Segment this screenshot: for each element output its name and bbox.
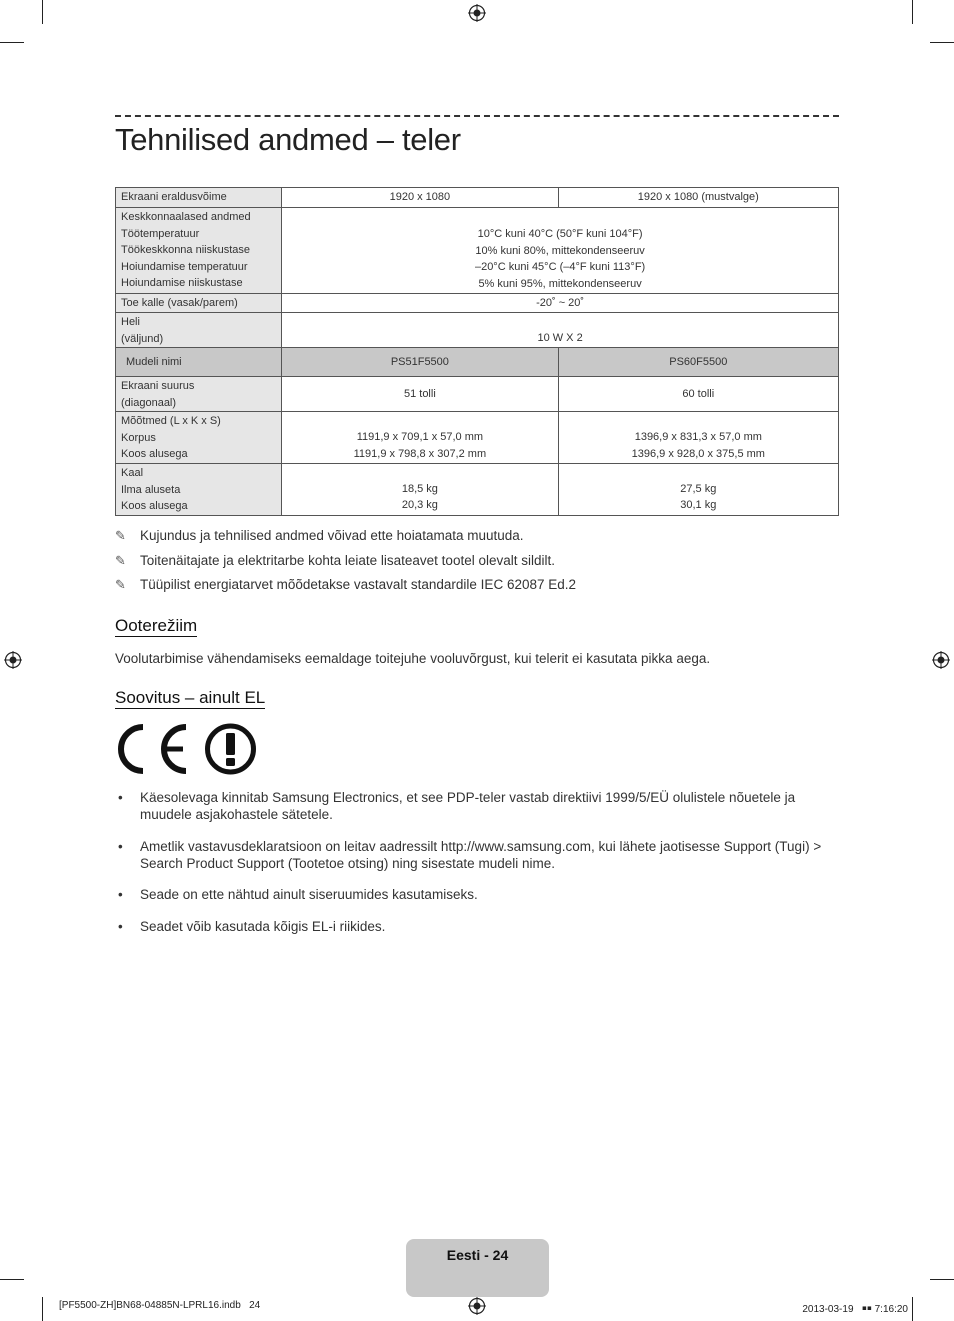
- spec-value: PS60F5500: [558, 348, 838, 377]
- notes-list: [115, 528, 576, 602]
- spec-value: 1191,9 x 709,1 x 57,0 mm 1191,9 x 798,8 x 307,2 mm: [282, 412, 558, 464]
- crop-mark: [0, 1279, 24, 1280]
- page-title: Tehnilised andmed – teler: [115, 122, 461, 157]
- table-row: [116, 208, 839, 294]
- spec-label: Heli (väljund): [116, 313, 282, 348]
- spec-value: 18,5 kg 20,3 kg: [282, 464, 558, 516]
- table-row: [116, 188, 839, 208]
- registration-mark-icon: [468, 1297, 486, 1315]
- note-item: ✎ Tüüpilist energiatarvet mõõdetakse vastavalt standardile IEC 62087 Ed.2: [115, 577, 577, 592]
- standby-text: Voolutarbimise vähendamiseks eemaldage toitejuhe vooluvõrgust, kui telerit ei kasutata pikka aega.: [115, 651, 711, 666]
- registration-mark-icon: [4, 651, 22, 669]
- crop-mark: [912, 1297, 913, 1321]
- table-row: [116, 464, 839, 516]
- table-row: [116, 377, 839, 412]
- spec-table: [115, 187, 839, 516]
- bullet-icon: •: [118, 919, 123, 934]
- spec-value: 1920 x 1080: [282, 188, 558, 208]
- note-item: ✎ Kujundus ja tehnilised andmed võivad ette hoiatamata muutuda.: [115, 528, 524, 543]
- spec-label: Keskkonnaalased andmed Töötemperatuur Töökeskkonna niiskustase Hoiundamise temperatuur Hoiundamise niiskustase: [116, 208, 282, 294]
- bullet-icon: •: [118, 887, 123, 902]
- crop-mark: [912, 0, 913, 24]
- page-number: Eesti - 24: [446, 1247, 509, 1263]
- table-row: [116, 294, 839, 313]
- registration-mark-icon: [468, 4, 486, 22]
- table-row: [116, 348, 839, 377]
- alert-icon: [204, 723, 257, 775]
- spec-value: -20˚ ~ 20˚: [282, 294, 839, 313]
- pencil-icon: ✎: [115, 528, 126, 543]
- spec-value: 10 W X 2: [282, 313, 839, 348]
- recommendation-heading: Soovitus – ainult EL: [115, 688, 266, 707]
- list-item: • Ametlik vastavusdeklaratsioon on leitav aadressilt http://www.samsung.com, kui lähete jaotisesse Support (Tugi) > Search Product Support (Tootetoe otsing) ning sisestate mudeli nime.: [118, 839, 822, 871]
- crop-mark: [0, 42, 24, 43]
- spec-value: 1396,9 x 831,3 x 57,0 mm 1396,9 x 928,0 x 375,5 mm: [558, 412, 838, 464]
- note-item: ✎ Toitenäitajate ja elektritarbe kohta leiate lisateavet tootel olevalt sildilt.: [115, 552, 555, 568]
- pencil-icon: ✎: [115, 552, 126, 568]
- spec-value: PS51F5500: [282, 348, 558, 377]
- list-item: • Seadet võib kasutada kõigis EL-i riikides.: [118, 919, 386, 934]
- crop-mark: [42, 0, 43, 24]
- spec-value: 51 tolli: [282, 377, 558, 412]
- file-slug: [PF5500-ZH]BN68-04885N-LPRL16.indb 24: [59, 1300, 261, 1311]
- spec-label: Kaal Ilma aluseta Koos alusega: [116, 464, 282, 516]
- spec-value: 27,5 kg 30,1 kg: [558, 464, 838, 516]
- spec-value: 1920 x 1080 (mustvalge): [558, 188, 838, 208]
- spec-label: Mudeli nimi: [116, 348, 282, 377]
- spec-value: 60 tolli: [558, 377, 838, 412]
- recommendation-bullets: [115, 789, 839, 935]
- spec-label: Ekraani suurus (diagonaal): [116, 377, 282, 412]
- crop-mark: [930, 1279, 954, 1280]
- pencil-icon: ✎: [115, 577, 126, 592]
- spec-label: Ekraani eraldusvõime: [116, 188, 282, 208]
- ce-mark-icon: [115, 724, 191, 774]
- registration-mark-icon: [932, 651, 950, 669]
- bullet-icon: •: [118, 790, 123, 805]
- bullet-icon: •: [118, 839, 123, 854]
- list-item: • Käesolevaga kinnitab Samsung Electronics, et see PDP-teler vastab direktiivi 1999/5/EÜ olulistele nõuetele ja muudele asjakohastele sätetele.: [118, 790, 796, 822]
- spec-label: Mõõtmed (L x K x S) Korpus Koos alusega: [116, 412, 282, 464]
- spec-label: Toe kalle (vasak/parem): [116, 294, 282, 313]
- crop-mark: [930, 42, 954, 43]
- table-row: [116, 313, 839, 348]
- title-divider: [115, 115, 839, 117]
- print-timestamp: 2013-03-19 ￭￭ 7:16:20: [802, 1304, 908, 1315]
- list-item: • Seade on ette nähtud ainult siseruumides kasutamiseks.: [118, 887, 478, 902]
- spec-value: 10°C kuni 40°C (50°F kuni 104°F) 10% kuni 80%, mittekondenseeruv –20°C kuni 45°C (–4°F kuni 113°F) 5% kuni 95%, mittekondenseeruv: [282, 208, 839, 294]
- crop-mark: [42, 1297, 43, 1321]
- standby-heading: Ooterežiim: [115, 616, 198, 635]
- table-row: [116, 412, 839, 464]
